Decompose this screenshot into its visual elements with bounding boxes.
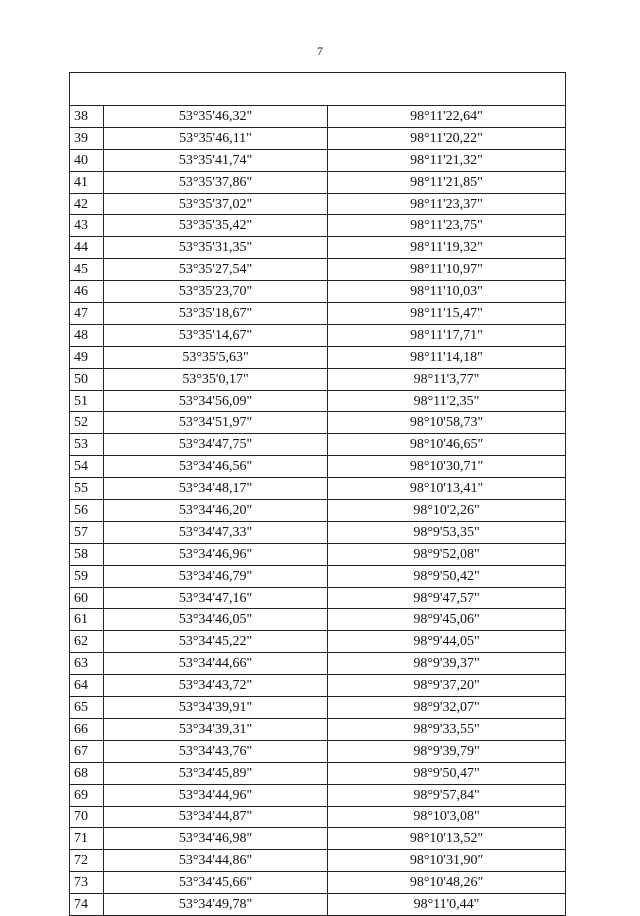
point-number-cell: 57 — [70, 521, 104, 543]
longitude-cell: 98°9'33,55" — [328, 718, 566, 740]
latitude-cell: 53°34'39,91" — [104, 697, 328, 719]
point-number-cell: 72 — [70, 850, 104, 872]
table-row — [70, 193, 566, 215]
latitude-cell: 53°34'44,86" — [104, 850, 328, 872]
longitude-cell: 98°11'22,64" — [328, 106, 566, 128]
point-number-cell: 64 — [70, 675, 104, 697]
table-row — [70, 609, 566, 631]
latitude-cell: 53°35'31,35" — [104, 237, 328, 259]
point-number-cell: 70 — [70, 806, 104, 828]
longitude-cell: 98°9'45,06" — [328, 609, 566, 631]
longitude-cell: 98°9'32,07" — [328, 697, 566, 719]
point-number-cell: 66 — [70, 718, 104, 740]
latitude-cell: 53°34'48,17" — [104, 478, 328, 500]
table-row — [70, 762, 566, 784]
longitude-cell: 98°9'37,20" — [328, 675, 566, 697]
latitude-cell: 53°34'46,79" — [104, 565, 328, 587]
latitude-cell: 53°34'56,09" — [104, 390, 328, 412]
table-row — [70, 894, 566, 916]
table-header-row — [69, 72, 566, 105]
longitude-cell: 98°9'39,79" — [328, 740, 566, 762]
longitude-cell: 98°11'17,71" — [328, 324, 566, 346]
table-row — [70, 456, 566, 478]
point-number-cell: 51 — [70, 390, 104, 412]
longitude-cell: 98°9'53,35" — [328, 521, 566, 543]
point-number-cell: 61 — [70, 609, 104, 631]
table-row — [70, 478, 566, 500]
latitude-cell: 53°34'45,89" — [104, 762, 328, 784]
point-number-cell: 62 — [70, 631, 104, 653]
longitude-cell: 98°10'13,41" — [328, 478, 566, 500]
latitude-cell: 53°35'14,67" — [104, 324, 328, 346]
latitude-cell: 53°34'46,20" — [104, 500, 328, 522]
point-number-cell: 60 — [70, 587, 104, 609]
point-number-cell: 67 — [70, 740, 104, 762]
table-row — [70, 215, 566, 237]
latitude-cell: 53°35'46,11" — [104, 127, 328, 149]
latitude-cell: 53°34'47,16" — [104, 587, 328, 609]
table-row — [70, 784, 566, 806]
longitude-cell: 98°11'23,37" — [328, 193, 566, 215]
longitude-cell: 98°11'20,22" — [328, 127, 566, 149]
point-number-cell: 65 — [70, 697, 104, 719]
table-body — [70, 106, 566, 916]
point-number-cell: 48 — [70, 324, 104, 346]
latitude-cell: 53°34'44,66" — [104, 653, 328, 675]
table-row — [70, 434, 566, 456]
table-row — [70, 697, 566, 719]
table-row — [70, 718, 566, 740]
point-number-cell: 40 — [70, 149, 104, 171]
table-row — [70, 850, 566, 872]
latitude-cell: 53°34'43,72" — [104, 675, 328, 697]
point-number-cell: 74 — [70, 894, 104, 916]
coordinates-grid — [69, 105, 566, 916]
point-number-cell: 55 — [70, 478, 104, 500]
longitude-cell: 98°10'30,71" — [328, 456, 566, 478]
latitude-cell: 53°34'45,66" — [104, 872, 328, 894]
longitude-cell: 98°9'44,05" — [328, 631, 566, 653]
point-number-cell: 46 — [70, 281, 104, 303]
longitude-cell: 98°9'57,84" — [328, 784, 566, 806]
table-row — [70, 368, 566, 390]
latitude-cell: 53°34'46,98" — [104, 828, 328, 850]
longitude-cell: 98°9'47,57" — [328, 587, 566, 609]
longitude-cell: 98°10'58,73" — [328, 412, 566, 434]
table-row — [70, 675, 566, 697]
point-number-cell: 41 — [70, 171, 104, 193]
point-number-cell: 49 — [70, 346, 104, 368]
point-number-cell: 50 — [70, 368, 104, 390]
longitude-cell: 98°11'21,85" — [328, 171, 566, 193]
longitude-cell: 98°9'39,37" — [328, 653, 566, 675]
table-row — [70, 303, 566, 325]
longitude-cell: 98°11'21,32" — [328, 149, 566, 171]
table-row — [70, 587, 566, 609]
longitude-cell: 98°10'13,52" — [328, 828, 566, 850]
latitude-cell: 53°35'23,70" — [104, 281, 328, 303]
latitude-cell: 53°34'47,33" — [104, 521, 328, 543]
table-row — [70, 500, 566, 522]
point-number-cell: 71 — [70, 828, 104, 850]
longitude-cell: 98°11'14,18" — [328, 346, 566, 368]
point-number-cell: 44 — [70, 237, 104, 259]
table-row — [70, 171, 566, 193]
latitude-cell: 53°34'51,97" — [104, 412, 328, 434]
page-number: 7 — [317, 44, 323, 58]
longitude-cell: 98°11'10,97" — [328, 259, 566, 281]
table-row — [70, 565, 566, 587]
point-number-cell: 56 — [70, 500, 104, 522]
latitude-cell: 53°35'37,02" — [104, 193, 328, 215]
point-number-cell: 69 — [70, 784, 104, 806]
latitude-cell: 53°35'41,74" — [104, 149, 328, 171]
latitude-cell: 53°34'39,31" — [104, 718, 328, 740]
table-row — [70, 631, 566, 653]
table-row — [70, 872, 566, 894]
longitude-cell: 98°10'2,26" — [328, 500, 566, 522]
longitude-cell: 98°11'19,32" — [328, 237, 566, 259]
longitude-cell: 98°9'50,42" — [328, 565, 566, 587]
longitude-cell: 98°9'50,47" — [328, 762, 566, 784]
table-row — [70, 106, 566, 128]
latitude-cell: 53°34'47,75" — [104, 434, 328, 456]
latitude-cell: 53°34'43,76" — [104, 740, 328, 762]
latitude-cell: 53°34'46,56" — [104, 456, 328, 478]
latitude-cell: 53°34'44,87" — [104, 806, 328, 828]
point-number-cell: 73 — [70, 872, 104, 894]
point-number-cell: 59 — [70, 565, 104, 587]
latitude-cell: 53°35'0,17" — [104, 368, 328, 390]
point-number-cell: 58 — [70, 543, 104, 565]
point-number-cell: 54 — [70, 456, 104, 478]
table-row — [70, 828, 566, 850]
longitude-cell: 98°11'3,77" — [328, 368, 566, 390]
table-row — [70, 149, 566, 171]
point-number-cell: 53 — [70, 434, 104, 456]
table-row — [70, 324, 566, 346]
point-number-cell: 42 — [70, 193, 104, 215]
latitude-cell: 53°34'49,78" — [104, 894, 328, 916]
table-row — [70, 653, 566, 675]
coordinates-table — [69, 72, 566, 916]
longitude-cell: 98°10'46,65" — [328, 434, 566, 456]
latitude-cell: 53°35'5,63" — [104, 346, 328, 368]
point-number-cell: 45 — [70, 259, 104, 281]
longitude-cell: 98°11'10,03" — [328, 281, 566, 303]
latitude-cell: 53°35'46,32" — [104, 106, 328, 128]
longitude-cell: 98°9'52,08" — [328, 543, 566, 565]
point-number-cell: 39 — [70, 127, 104, 149]
longitude-cell: 98°11'2,35" — [328, 390, 566, 412]
longitude-cell: 98°11'15,47" — [328, 303, 566, 325]
table-row — [70, 740, 566, 762]
longitude-cell: 98°11'0,44" — [328, 894, 566, 916]
table-row — [70, 281, 566, 303]
table-row — [70, 412, 566, 434]
latitude-cell: 53°34'46,05" — [104, 609, 328, 631]
latitude-cell: 53°35'18,67" — [104, 303, 328, 325]
point-number-cell: 68 — [70, 762, 104, 784]
longitude-cell: 98°10'31,90" — [328, 850, 566, 872]
latitude-cell: 53°35'27,54" — [104, 259, 328, 281]
point-number-cell: 43 — [70, 215, 104, 237]
longitude-cell: 98°11'23,75" — [328, 215, 566, 237]
latitude-cell: 53°35'35,42" — [104, 215, 328, 237]
latitude-cell: 53°34'46,96" — [104, 543, 328, 565]
latitude-cell: 53°34'44,96" — [104, 784, 328, 806]
latitude-cell: 53°35'37,86" — [104, 171, 328, 193]
longitude-cell: 98°10'48,26" — [328, 872, 566, 894]
table-row — [70, 259, 566, 281]
point-number-cell: 47 — [70, 303, 104, 325]
table-row — [70, 521, 566, 543]
table-row — [70, 806, 566, 828]
table-row — [70, 390, 566, 412]
longitude-cell: 98°10'3,08" — [328, 806, 566, 828]
table-row — [70, 237, 566, 259]
table-row — [70, 127, 566, 149]
point-number-cell: 38 — [70, 106, 104, 128]
point-number-cell: 63 — [70, 653, 104, 675]
point-number-cell: 52 — [70, 412, 104, 434]
table-row — [70, 543, 566, 565]
latitude-cell: 53°34'45,22" — [104, 631, 328, 653]
table-row — [70, 346, 566, 368]
